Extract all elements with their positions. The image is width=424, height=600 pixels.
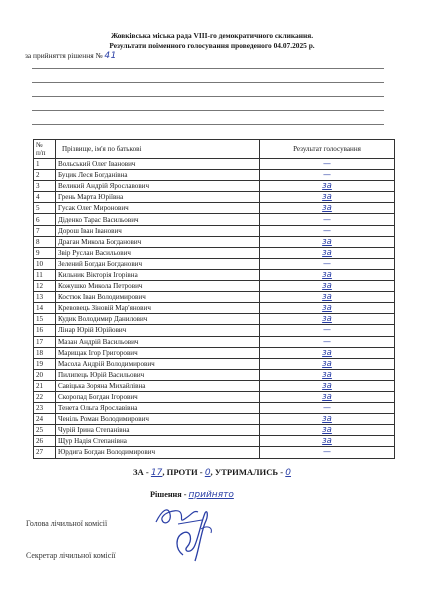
table-row — [34, 192, 395, 203]
vote-result-cell — [260, 159, 395, 170]
vote-result: за — [322, 347, 332, 358]
table-row — [34, 292, 395, 303]
table-header-row — [34, 140, 395, 159]
row-number: 23 — [34, 403, 56, 414]
table-row — [34, 425, 395, 436]
table-row — [34, 347, 395, 358]
vote-result: — — [323, 159, 331, 169]
col-header-name: Прізвище, ім'я по батькові — [56, 140, 260, 159]
row-number: 17 — [34, 336, 56, 347]
vote-result: за — [322, 314, 332, 325]
table-row — [34, 225, 395, 236]
blank-line — [32, 110, 384, 111]
vote-result: за — [322, 369, 332, 380]
vote-result: за — [322, 269, 332, 280]
row-number: 16 — [34, 325, 56, 336]
row-number: 3 — [34, 181, 56, 192]
vote-result-cell — [260, 203, 395, 214]
table-row — [34, 336, 395, 347]
blank-line — [32, 82, 384, 83]
row-number: 9 — [34, 247, 56, 258]
vote-result: за — [322, 392, 332, 403]
vote-result-cell — [260, 358, 395, 369]
vote-result-cell — [260, 214, 395, 225]
table-row — [34, 159, 395, 170]
deputy-name: Щур Надія Степанівна — [56, 436, 260, 447]
deputy-name: Діденко Тарас Васильович — [56, 214, 260, 225]
secretary-signature-label: Секретар лічильної комісії — [26, 551, 116, 560]
for-label: ЗА - — [132, 467, 149, 477]
row-number: 11 — [34, 269, 56, 280]
vote-result-cell — [260, 403, 395, 414]
row-number: 22 — [34, 391, 56, 402]
table-row — [34, 181, 395, 192]
vote-result-cell — [260, 192, 395, 203]
deputy-name: Кожушко Микола Петрович — [56, 281, 260, 292]
vote-result-cell — [260, 436, 395, 447]
deputy-name: Звір Руслан Васильович — [56, 247, 260, 258]
table-row — [34, 170, 395, 181]
table-row — [34, 203, 395, 214]
vote-result-cell — [260, 380, 395, 391]
table-row — [34, 414, 395, 425]
deputy-name: Пилипець Юрій Васильович — [56, 369, 260, 380]
deputy-name: Чурій Ірина Степанівна — [56, 425, 260, 436]
table-row — [34, 281, 395, 292]
vote-result: за — [322, 281, 332, 292]
table-row — [34, 447, 395, 458]
deputy-name: Масола Андрій Володимирович — [56, 358, 260, 369]
decision-value: прийнято — [188, 490, 234, 500]
deputy-name: Великий Андрій Ярославович — [56, 181, 260, 192]
vote-result-cell — [260, 325, 395, 336]
vote-result: — — [323, 225, 331, 235]
vote-result: за — [322, 203, 332, 214]
row-number: 13 — [34, 292, 56, 303]
vote-result: за — [322, 358, 332, 369]
vote-result-cell — [260, 369, 395, 380]
vote-result-cell — [260, 247, 395, 258]
deputy-name: Кильник Вікторія Ігорівна — [56, 269, 260, 280]
blank-line — [32, 124, 384, 125]
table-row — [34, 380, 395, 391]
abstain-label: , УТРИМАЛИСЬ - — [210, 467, 284, 477]
vote-result-cell — [260, 303, 395, 314]
vote-result: за — [322, 181, 332, 192]
row-number: 26 — [34, 436, 56, 447]
deputy-name: Зелений Богдан Богданович — [56, 258, 260, 269]
secretary-signature — [165, 505, 220, 565]
deputy-name: Савіцька Зоряна Михайлівна — [56, 380, 260, 391]
row-number: 14 — [34, 303, 56, 314]
row-number: 15 — [34, 314, 56, 325]
row-number: 12 — [34, 281, 56, 292]
table-body — [34, 159, 395, 459]
vote-result: — — [323, 403, 331, 413]
against-count: 0 — [204, 468, 211, 478]
vote-result-cell — [260, 414, 395, 425]
vote-result: за — [322, 292, 332, 303]
decision-label: Рішення - — [150, 490, 187, 499]
row-number: 24 — [34, 414, 56, 425]
vote-result-cell — [260, 181, 395, 192]
vote-result: за — [322, 247, 332, 258]
table-row — [34, 325, 395, 336]
deputy-name: Лінар Юрій Юрійович — [56, 325, 260, 336]
vote-summary — [0, 467, 424, 478]
row-number: 21 — [34, 380, 56, 391]
row-number: 6 — [34, 214, 56, 225]
row-number: 2 — [34, 170, 56, 181]
vote-result-cell — [260, 258, 395, 269]
vote-result-cell — [260, 314, 395, 325]
deputy-name: Кудик Володимир Данилович — [56, 314, 260, 325]
vote-result: — — [323, 336, 331, 346]
row-number: 27 — [34, 447, 56, 458]
vote-result-cell — [260, 347, 395, 358]
table-row — [34, 303, 395, 314]
vote-result-cell — [260, 269, 395, 280]
row-number: 7 — [34, 225, 56, 236]
decision-number: 41 — [104, 51, 117, 61]
deputy-name: Марищак Ігор Григорович — [56, 347, 260, 358]
vote-result: за — [322, 192, 332, 203]
vote-result: — — [323, 447, 331, 457]
deputy-name: Ченіль Роман Володимирович — [56, 414, 260, 425]
table-row — [34, 258, 395, 269]
vote-result-cell — [260, 292, 395, 303]
row-number: 18 — [34, 347, 56, 358]
document-subtitle: Результати поіменного голосування проведеного 04.07.2025 р. — [109, 41, 315, 50]
deputy-name: Юрдига Богдан Володимирович — [56, 447, 260, 458]
vote-result-cell — [260, 281, 395, 292]
col-header-result: Результат голосування — [260, 140, 395, 159]
vote-result: — — [323, 214, 331, 224]
vote-result: за — [322, 236, 332, 247]
table-row — [34, 214, 395, 225]
row-number: 25 — [34, 425, 56, 436]
against-label: , ПРОТИ - — [162, 467, 203, 477]
vote-result: — — [323, 258, 331, 268]
blank-line — [32, 96, 384, 97]
vote-result-cell — [260, 336, 395, 347]
deputy-name: Гусак Олег Миронович — [56, 203, 260, 214]
vote-result: за — [322, 380, 332, 391]
table-row — [34, 403, 395, 414]
chair-signature-label: Голова лічильної комісії — [26, 519, 108, 528]
row-number: 19 — [34, 358, 56, 369]
table-row — [34, 269, 395, 280]
vote-result: за — [322, 425, 332, 436]
row-number: 10 — [34, 258, 56, 269]
table-row — [34, 247, 395, 258]
row-number: 4 — [34, 192, 56, 203]
table-row — [34, 391, 395, 402]
deputy-name: Мазан Андрій Васильович — [56, 336, 260, 347]
decision-number-label: за прийняття рішення № — [25, 51, 103, 60]
decision-line — [25, 51, 325, 61]
row-number: 1 — [34, 159, 56, 170]
row-number: 8 — [34, 236, 56, 247]
deputy-name: Вольський Олег Іванович — [56, 159, 260, 170]
blank-line — [32, 68, 384, 69]
deputy-name: Драган Микола Богданович — [56, 236, 260, 247]
deputy-name: Тенета Ольга Ярославівна — [56, 403, 260, 414]
vote-result-cell — [260, 170, 395, 181]
table-row — [34, 314, 395, 325]
deputy-name: Костюк Іван Володимирович — [56, 292, 260, 303]
deputy-name: Грень Марта Юріївна — [56, 192, 260, 203]
col-header-number — [34, 140, 56, 159]
vote-result-cell — [260, 391, 395, 402]
voting-table — [33, 139, 395, 459]
decision-result — [150, 490, 234, 500]
vote-result: за — [322, 436, 332, 447]
document-title: Жовківська міська рада VIII-го демократичного скликання. — [110, 31, 314, 40]
deputy-name: Кревовець Зіновій Мар'янович — [56, 303, 260, 314]
deputy-name: Скоропад Богдан Ігорович — [56, 391, 260, 402]
row-number: 5 — [34, 203, 56, 214]
deputy-name: Дорош Іван Іванович — [56, 225, 260, 236]
vote-result: за — [322, 303, 332, 314]
table-row — [34, 436, 395, 447]
table-row — [34, 369, 395, 380]
deputy-name: Буцик Леся Богданівна — [56, 170, 260, 181]
vote-result-cell — [260, 225, 395, 236]
col-header-number-label: № п/п — [36, 141, 46, 157]
table-row — [34, 358, 395, 369]
vote-result: за — [322, 414, 332, 425]
row-number: 20 — [34, 369, 56, 380]
for-count: 17 — [150, 468, 163, 478]
abstain-count: 0 — [285, 468, 292, 478]
table-row — [34, 236, 395, 247]
vote-result-cell — [260, 447, 395, 458]
vote-result-cell — [260, 425, 395, 436]
vote-result: — — [323, 170, 331, 180]
vote-result: — — [323, 325, 331, 335]
vote-result-cell — [260, 236, 395, 247]
